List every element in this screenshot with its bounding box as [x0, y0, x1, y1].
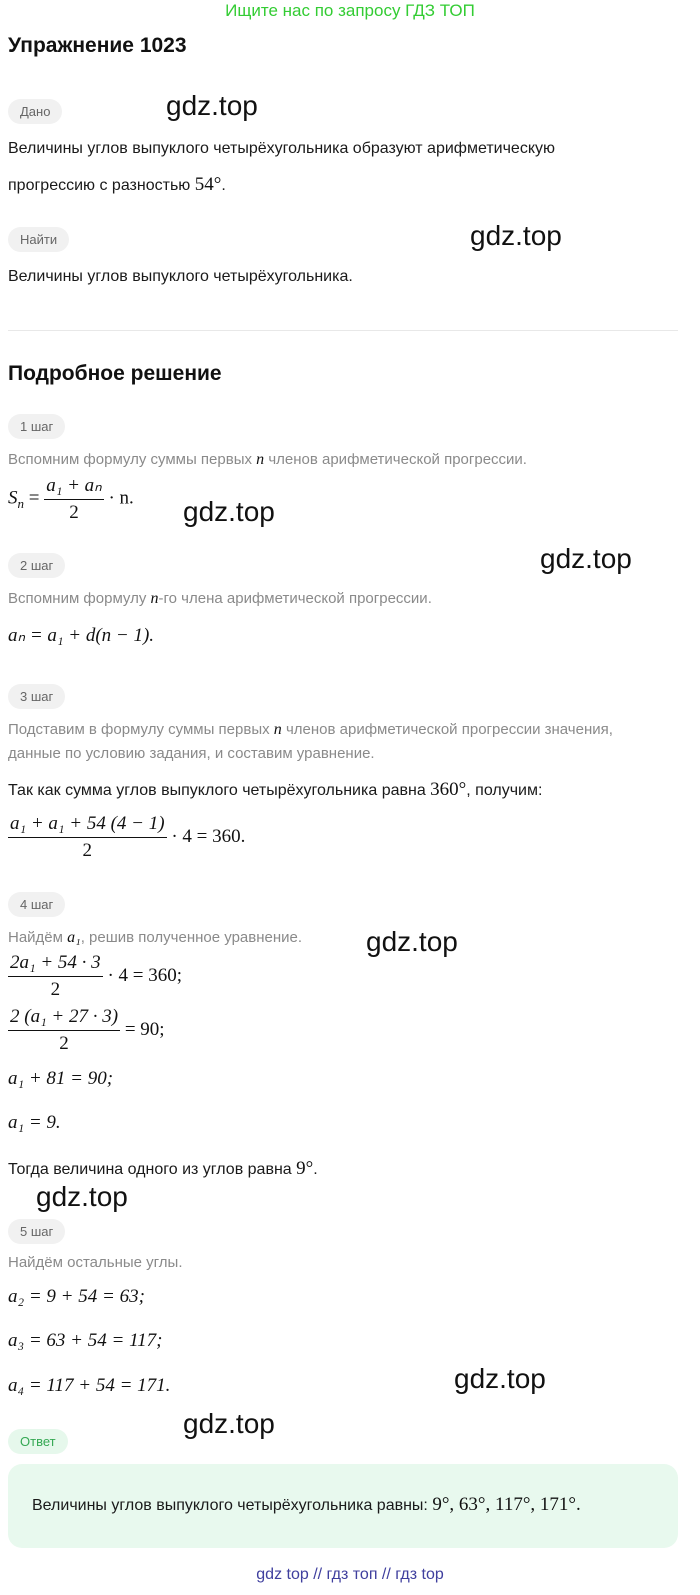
step-4-note-var: a₁ — [67, 929, 81, 946]
given-difference-value: 54° — [194, 174, 222, 195]
step-3-tag: 3 шаг — [8, 684, 65, 709]
answer-tag: Ответ — [8, 1429, 68, 1454]
watermark: gdz.top — [454, 1363, 546, 1394]
fraction-numerator: a₁ + aₙ — [44, 474, 104, 500]
formula-tail: = 90; — [124, 1018, 165, 1040]
step-3-value: 360° — [430, 779, 467, 800]
step-5-tag: 5 шаг — [8, 1219, 65, 1244]
formula-fraction — [8, 1006, 120, 1055]
step-4-formula-3: a₁ + 81 = 90; — [8, 1068, 114, 1089]
formula-lhs-sub: n — [17, 496, 24, 512]
step-5-formula-3: a₄ = 117 + 54 = 171. — [8, 1375, 171, 1396]
step-3-formula — [8, 813, 245, 862]
formula-tail: · 4 = 360; — [107, 964, 183, 986]
given-text: прогрессию с разностью — [8, 177, 191, 194]
step-4-tag: 4 шаг — [8, 892, 65, 917]
watermark: gdz.top — [183, 1408, 275, 1439]
page-title: Упражнение 1023 — [8, 34, 187, 57]
fraction-denominator: 2 — [69, 502, 79, 523]
search-banner[interactable]: Ищите нас по запросу ГДЗ ТОП — [225, 1, 475, 20]
step-4-formula-4: a₁ = 9. — [8, 1112, 61, 1133]
step-5-formula-1: a₂ = 9 + 54 = 63; — [8, 1286, 145, 1307]
step-2-note-a: Вспомним формулу — [8, 590, 147, 607]
formula-tail: · n. — [108, 487, 134, 509]
step-2-note-var: n — [150, 590, 159, 607]
formula-tail: · 4 = 360. — [171, 825, 246, 847]
step-1-formula: $S_n$ = $\frac{\text{a₁ + aₙ}}{2}$ · n. — [8, 475, 134, 523]
divider — [8, 330, 678, 331]
fraction-numerator: 2 (a₁ + 27 · 3) — [8, 1006, 120, 1031]
step-3-text — [8, 779, 542, 801]
step-1-note — [8, 451, 527, 469]
step-3-note-b: членов арифметической прогрессии значения, — [285, 721, 613, 738]
step-3-note-a: Подставим в формулу суммы первых — [8, 721, 270, 738]
step-1-note-a: Вспомним формулу суммы первых — [8, 451, 252, 468]
step-3-note-line1 — [8, 721, 613, 739]
step-3-text-a: Так как сумма углов выпуклого четырёхугольника равна — [8, 782, 426, 799]
formula-lhs: S — [8, 487, 18, 509]
given-tag: Дано — [8, 99, 62, 124]
step-2-note — [8, 590, 432, 608]
watermark: gdz.top — [166, 90, 258, 121]
fraction-denominator: 2 — [82, 840, 93, 861]
step-4-formula-1 — [8, 952, 182, 1001]
watermark: gdz.top — [366, 926, 458, 957]
fraction-denominator: 2 — [50, 979, 61, 1000]
given-text-line2 — [8, 174, 226, 196]
watermark: gdz.top — [183, 496, 275, 527]
step-4-formula-2 — [8, 1006, 165, 1055]
fraction-numerator: 2a₁ + 54 · 3 — [8, 952, 103, 977]
answer-text — [32, 1494, 581, 1516]
watermark: gdz.top — [470, 220, 562, 251]
answer-values: 9°, 63°, 117°, 171°. — [432, 1494, 581, 1515]
fraction-denominator: 2 — [59, 1033, 69, 1054]
given-end: . — [221, 177, 226, 194]
step-4-note — [8, 929, 302, 947]
step-4-text-a: Тогда величина одного из углов равна — [8, 1161, 292, 1178]
solution-title: Подробное решение — [8, 362, 222, 385]
step-2-formula: aₙ = a₁ + d(n − 1). — [8, 625, 155, 646]
step-3-text-b: , получим: — [466, 782, 543, 799]
formula-fraction — [8, 813, 167, 862]
step-5-note: Найдём остальные углы. — [8, 1254, 183, 1271]
step-1-note-b: членов арифметической прогрессии. — [268, 451, 527, 468]
step-1-tag: 1 шаг — [8, 414, 65, 439]
step-3-note-var: n — [273, 721, 282, 738]
find-text: Величины углов выпуклого четырёхугольника. — [8, 268, 353, 285]
step-4-note-a: Найдём — [8, 929, 63, 946]
step-4-text — [8, 1158, 318, 1180]
fraction-numerator: a₁ + a₁ + 54 (4 − 1) — [8, 813, 167, 838]
step-4-value: 9° — [296, 1158, 314, 1179]
find-tag: Найти — [8, 227, 69, 252]
step-3-note-line2: данные по условию задания, и составим уравнение. — [8, 745, 375, 762]
step-4-text-b: . — [313, 1161, 318, 1178]
step-5-formula-2: a₃ = 63 + 54 = 117; — [8, 1330, 163, 1351]
answer-label: Величины углов выпуклого четырёхугольника равны: — [32, 1497, 428, 1514]
step-4-note-b: , решив полученное уравнение. — [80, 929, 303, 946]
formula-fraction — [44, 474, 104, 524]
step-1-note-var: n — [256, 451, 265, 468]
formula-fraction — [8, 952, 103, 1001]
watermark: gdz.top — [540, 543, 632, 574]
footer-links[interactable]: gdz top // гдз топ // гдз top — [256, 1566, 444, 1583]
step-2-tag: 2 шаг — [8, 553, 65, 578]
given-text-line1: Величины углов выпуклого четырёхугольника образуют арифметическую — [8, 140, 555, 157]
watermark: gdz.top — [36, 1181, 128, 1212]
step-2-note-b: -го члена арифметической прогрессии. — [158, 590, 432, 607]
